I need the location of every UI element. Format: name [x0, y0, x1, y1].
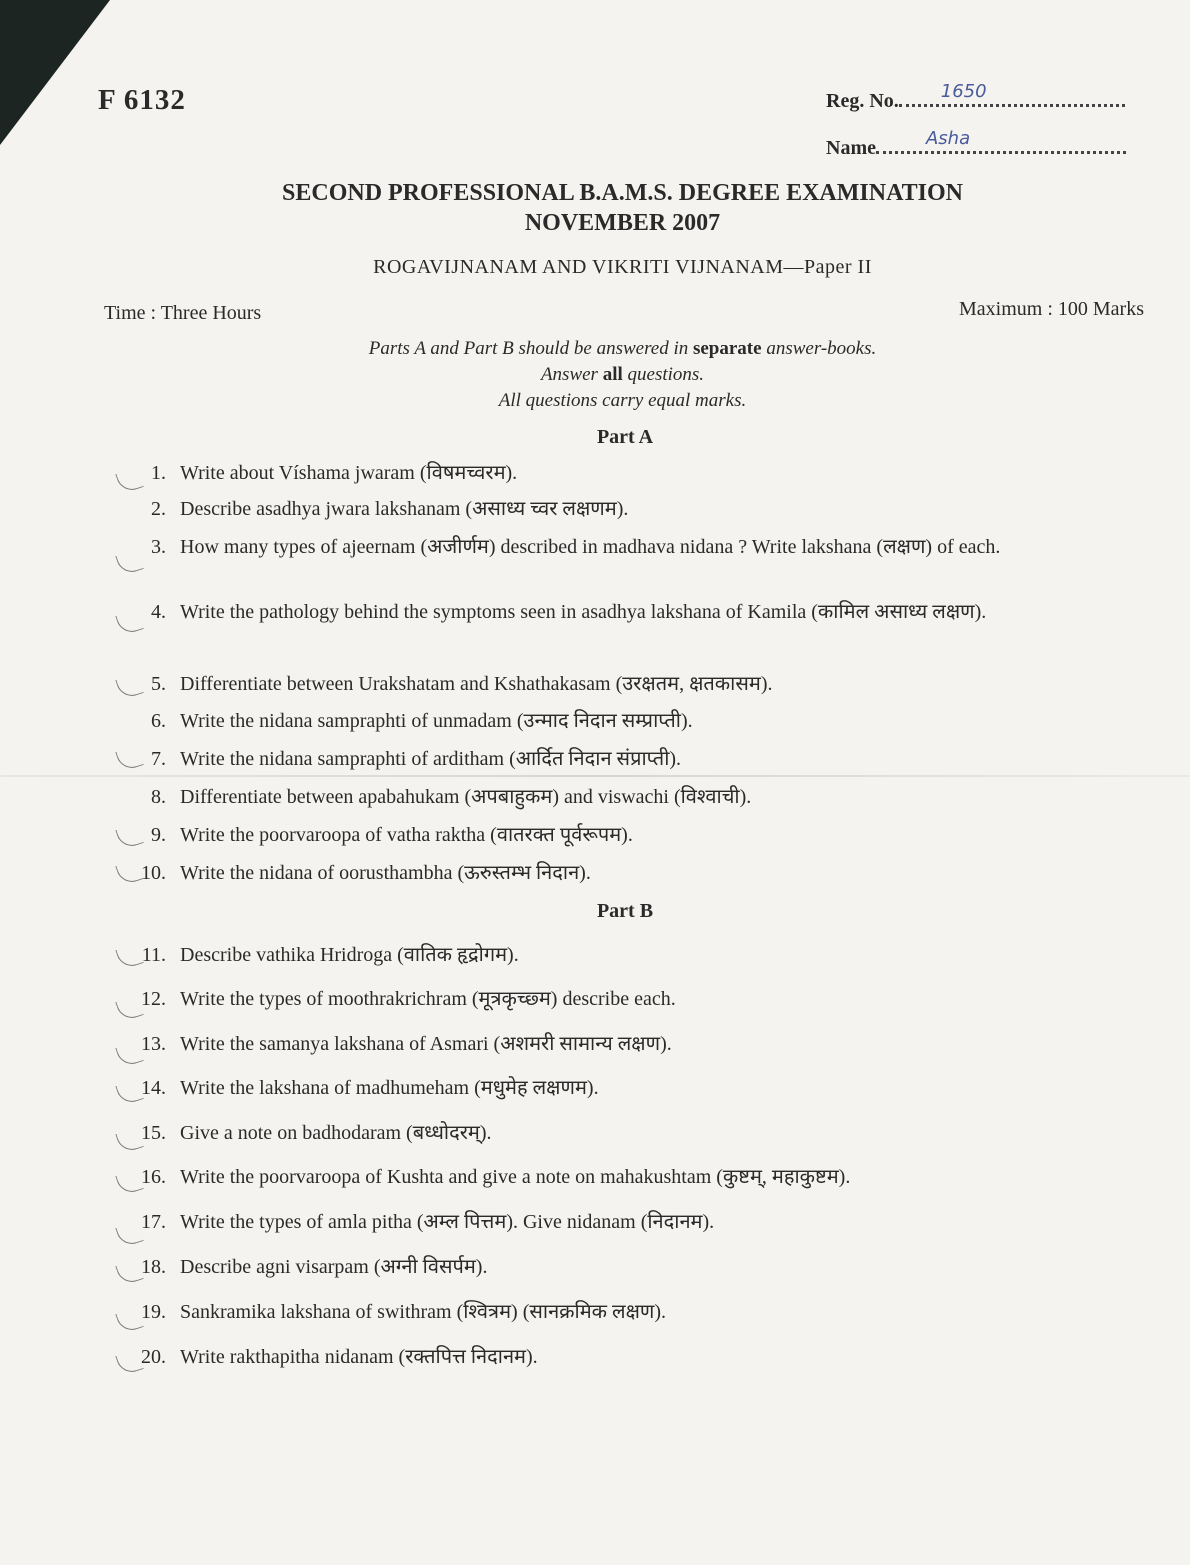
- question-number: 9.: [151, 824, 166, 846]
- question-number: 5.: [151, 673, 166, 695]
- exam-title: SECOND PROFESSIONAL B.A.M.S. DEGREE EXAMINATION: [282, 180, 963, 206]
- question-item: [151, 820, 1146, 850]
- question-text: Differentiate between apabahukam (अपबाहुकम) and viswachi (विश्वाची).: [180, 786, 752, 808]
- folded-page-corner: [0, 0, 110, 145]
- question-text: Describe agni visarpam (अग्नी विसर्पम).: [180, 1256, 488, 1278]
- question-text: Write rakthapitha nidanam (रक्तपित्त निदानम).: [180, 1346, 538, 1368]
- question-number: 11.: [141, 944, 166, 966]
- question-number: 1.: [151, 462, 166, 484]
- instruction-1b: separate: [692, 338, 762, 359]
- question-item: [151, 782, 1146, 812]
- question-text: Write the samanya lakshana of Asmari (अशमरी सामान्य लक्षण).: [180, 1033, 672, 1055]
- question-number: 13.: [141, 1033, 166, 1055]
- name-label: Name: [826, 137, 876, 159]
- question-item: [141, 1118, 1146, 1148]
- question-text: Write the lakshana of madhumeham (मधुमेह लक्षणम).: [180, 1077, 599, 1099]
- question-text: Write the nidana of oorusthambha (ऊरुस्तम्भ निदान).: [180, 862, 591, 884]
- question-text: Write the types of amla pitha (अम्ल पित्तम). Give nidanam (निदानम).: [180, 1211, 715, 1233]
- question-item: [151, 744, 1146, 774]
- part-b-heading: Part B: [596, 900, 654, 922]
- part-a-heading: Part A: [596, 426, 654, 448]
- question-item: [151, 458, 1146, 488]
- question-text: Write about Víshama jwaram (विषमच्वरम).: [180, 462, 518, 484]
- instruction-1a: Parts A and Part B should be answered in: [368, 338, 689, 359]
- question-text: Write the poorvaroopa of vatha raktha (वातरक्त पूर्वरूपम).: [180, 824, 633, 846]
- question-item: [141, 1162, 1146, 1192]
- paper-fold-crease: [0, 775, 1190, 777]
- question-text: Write the nidana sampraphti of unmadam (उन्माद निदान सम्प्राप्ती).: [180, 710, 693, 732]
- maximum-marks: Maximum : 100 Marks: [959, 298, 1144, 320]
- name-field: [826, 128, 1126, 160]
- question-item: [141, 1073, 1146, 1103]
- reg-no-field: [826, 81, 1125, 113]
- question-text: Write the nidana sampraphti of arditham (आर्दित निदान संप्राप्ती).: [180, 748, 682, 770]
- instruction-1c: answer-books.: [766, 338, 877, 359]
- question-item: [151, 706, 1146, 736]
- question-text: Differentiate between Urakshatam and Kshathakasam (उरक्षतम, क्षतकासम).: [180, 673, 773, 695]
- instruction-line-2: [0, 364, 1190, 386]
- question-item: [141, 984, 1146, 1014]
- question-number: 7.: [151, 748, 166, 770]
- question-number: 16.: [141, 1166, 166, 1188]
- question-item: [141, 1252, 1146, 1282]
- question-number: 19.: [141, 1301, 166, 1323]
- instruction-2a: Answer: [540, 364, 598, 385]
- question-text: Sankramika lakshana of swithram (श्वित्रम) (सानक्रमिक लक्षण).: [180, 1301, 667, 1323]
- time-allowed: Time : Three Hours: [104, 302, 262, 324]
- reg-no-handwritten: 1650: [940, 81, 987, 102]
- subject-title: ROGAVIJNANAM AND VIKRITI VIJNANAM—Paper II: [373, 256, 872, 278]
- question-number: 10.: [141, 862, 166, 884]
- question-item: [141, 1342, 1146, 1372]
- question-text: How many types of ajeernam (अजीर्णम) described in madhava nidana ? Write lakshana (लक्षण) of each.: [180, 536, 1001, 558]
- question-text: Give a note on badhodaram (बध्धोदरम्).: [180, 1122, 492, 1144]
- question-item: [141, 940, 1146, 970]
- question-item: [141, 1207, 1146, 1237]
- question-number: 4.: [151, 601, 166, 623]
- question-text: Write the pathology behind the symptoms seen in asadhya lakshana of Kamila (कामिल असाध्य लक्षण).: [180, 601, 987, 623]
- question-text: Describe vathika Hridroga (वातिक हृद्रोगम).: [180, 944, 519, 966]
- reg-no-line: [899, 81, 1125, 107]
- question-item: [141, 1029, 1146, 1059]
- instruction-2b: all: [602, 364, 623, 385]
- question-number: 20.: [141, 1346, 166, 1368]
- question-item: [151, 494, 1146, 524]
- instruction-line-3: All questions carry equal marks.: [498, 390, 747, 411]
- exam-session: NOVEMBER 2007: [524, 210, 721, 236]
- question-item: [151, 597, 1146, 627]
- question-number: 12.: [141, 988, 166, 1010]
- question-number: 14.: [141, 1077, 166, 1099]
- question-text: Write the types of moothrakrichram (मूत्रकृच्छ्म) describe each.: [180, 988, 676, 1010]
- question-number: 2.: [151, 498, 166, 520]
- question-number: 3.: [151, 536, 166, 558]
- question-number: 17.: [141, 1211, 166, 1233]
- instruction-line-1: [0, 338, 1190, 360]
- question-number: 6.: [151, 710, 166, 732]
- question-item: [141, 1297, 1146, 1327]
- instruction-2c: questions.: [627, 364, 705, 385]
- question-text: Describe asadhya jwara lakshanam (असाध्य च्वर लक्षणम).: [180, 498, 629, 520]
- question-text: Write the poorvaroopa of Kushta and give a note on mahakushtam (कुष्टम्, महाकुष्टम).: [180, 1166, 851, 1188]
- question-number: 15.: [141, 1122, 166, 1144]
- question-number: 8.: [151, 786, 166, 808]
- name-line: [876, 128, 1126, 154]
- reg-no-label: Reg. No.: [826, 90, 899, 112]
- question-number: 18.: [141, 1256, 166, 1278]
- question-item: [151, 669, 1146, 699]
- question-item: [151, 532, 1146, 562]
- question-item: [141, 858, 1146, 888]
- paper-code: F 6132: [98, 84, 186, 116]
- name-handwritten: Asha: [925, 128, 971, 149]
